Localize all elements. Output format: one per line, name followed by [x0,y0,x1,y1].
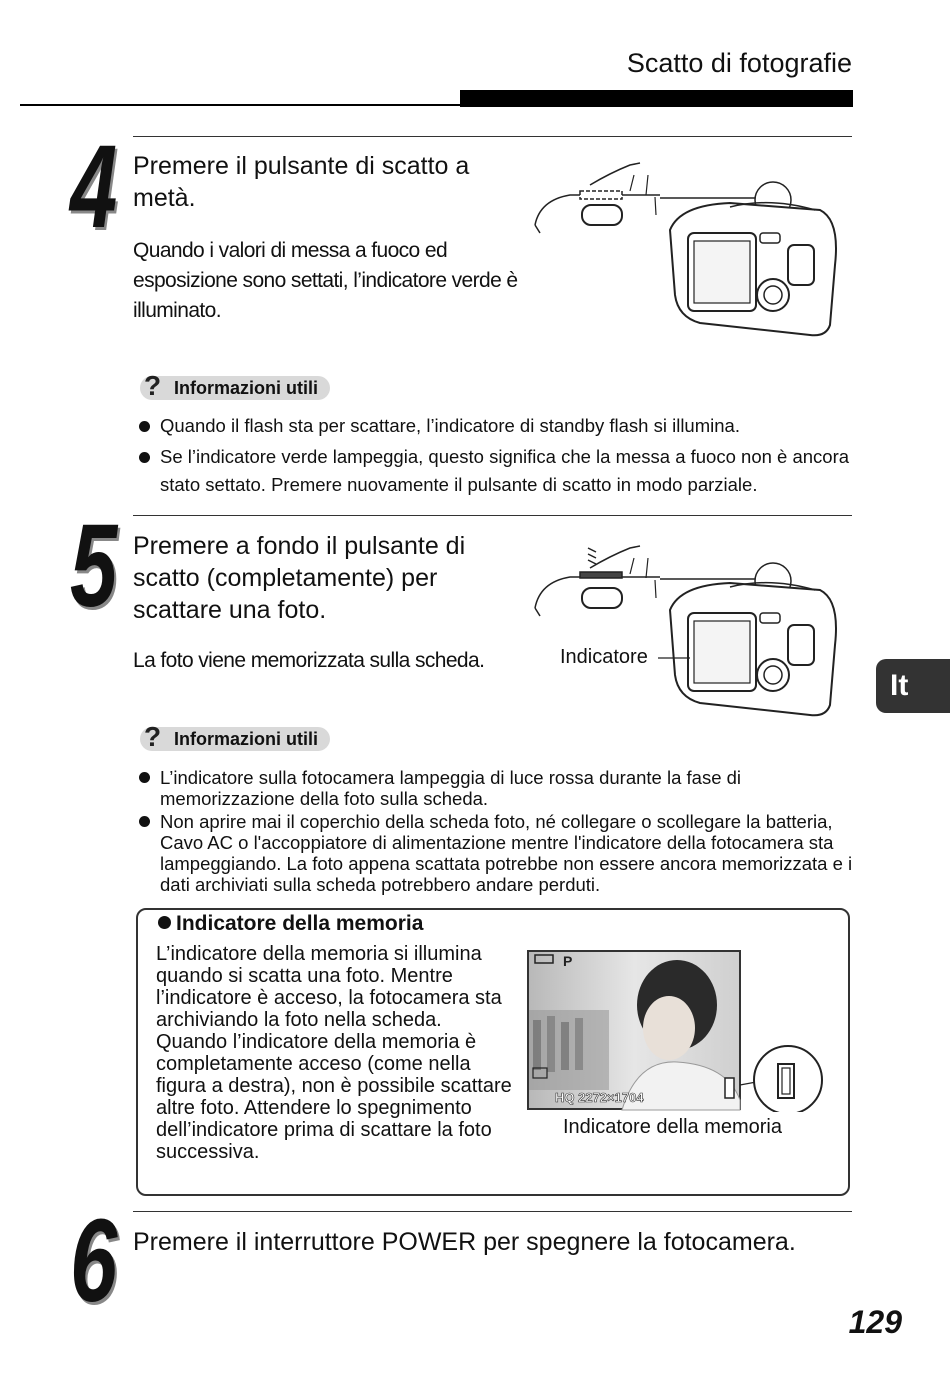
lcd-screen-photo [527,950,827,1112]
info-badge-label: Informazioni utili [174,377,318,398]
page-number: 129 [848,1304,902,1340]
header-bar [460,90,853,107]
step-4-body: Quando i valori di messa a fuoco ed esposizione sono settati, l’indicatore verde è illuminato. [133,239,518,322]
page-header-title: Scatto di fotografie [626,48,852,78]
camera-half-press-illustration [530,155,850,345]
step-separator [133,515,852,516]
step-5-number: 5 [70,500,118,632]
screen-quality: HQ 2272×1704 [555,1090,644,1105]
info-badge-label: Informazioni utili [174,728,318,749]
step-separator [133,136,852,137]
step-4-title: Premere il pulsante di scatto a metà. [133,152,470,212]
header-rule [20,104,460,106]
tips-list [136,767,856,897]
step-6-title: Premere il interruttore POWER per spegnere la fotocamera. [133,1228,796,1256]
step-separator [133,1211,852,1212]
memory-indicator-caption: Indicatore della memoria [563,1116,782,1138]
list-item: L’indicatore sulla fotocamera lampeggia di luce rossa durante la fase di memorizzazione della foto sulla scheda. [136,767,856,809]
list-item: Non aprire mai il coperchio della scheda foto, né collegare o scollegare la batteria, Cavo AC o l'accoppiatore di alimentazione mentre l'indicatore della fotocamera sta lampeggiando. La foto appena scattata potrebbe non essere ancora memorizzata e i dati archiviati sulla scheda potrebbero andare perduti. [136,811,856,895]
tips-list [136,412,852,502]
language-tab[interactable]: It [876,659,950,713]
step-6-number: 6 [70,1195,118,1327]
info-badge [140,721,330,752]
question-icon: ? [144,721,162,752]
memory-box-text: L’indicatore della memoria si illumina quando si scatta una foto. Mentre l’indicatore è acceso, la fotocamera sta archiviando la foto nella scheda. Quando l’indicatore della memoria è completamente acceso (come nella figura a destra), non è possibile scattare altre foto. Attendere lo spegnimento dell’indicatore prima di scattare la foto successiva. [156,943,512,1163]
list-item: Quando il flash sta per scattare, l’indicatore di standby flash si illumina. [136,412,852,440]
list-item: Se l’indicatore verde lampeggia, questo significa che la messa a fuoco non è ancora stato settato. Premere nuovamente il pulsante di scatto in modo parziale. [136,443,852,499]
step-5-title: Premere a fondo il pulsante di scatto (completamente) per scattare una foto. [133,532,466,624]
indicator-label: Indicatore [560,646,648,668]
camera-full-press-illustration [530,540,850,720]
screen-mode: P [563,953,573,969]
step-4-number: 4 [70,121,118,253]
memory-box-title [158,912,423,936]
memory-title-text: Indicatore della memoria [176,912,424,935]
question-icon: ? [144,370,162,401]
bullet-icon [158,916,171,929]
step-5-body: La foto viene memorizzata sulla scheda. [133,649,485,672]
info-badge [140,370,330,401]
